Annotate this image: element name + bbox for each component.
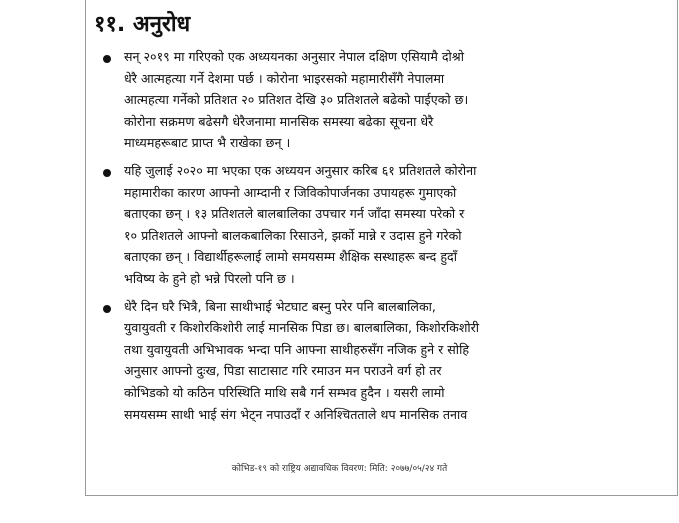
bullet-dot-icon [103,305,111,313]
bullet-line: तथा युवायुवती अभिभावक भन्दा पनि आफ्ना साथीहरुसँग नजिक हुने र सोहि [124,341,470,357]
page-footer: कोभिड-१९ को राष्ट्रिय अद्यावधिक विवरण: मिति: २०७७/०५/२४ गते [231,464,448,474]
bullet-line: समयसम्म साथी भाई संग भेट्न नपाउदाँ र अनिश्चितताले थप मानसिक तनाव [124,406,468,422]
bullet-line: बताएका छन् । १३ प्रतिशतले बालबालिका उपचार गर्न जाँदा समस्या परेको र [124,206,465,222]
bullet-dot-icon [103,169,111,177]
bullet-line: १० प्रतिशतले आफ्नो बालकबालिका रिसाउने, झर्को मान्ने र उदास हुने गरेको [124,227,462,243]
bullet-line: धेरै आत्महत्या गर्ने देशमा पर्छ । कोरोना भाइरसको महामारीसँगै नेपालमा [124,70,445,86]
bullet-line: आत्महत्या गर्नेको प्रतिशत २० प्रतिशत देखि ३० प्रतिशतले बढेको पाईएको छ। [124,92,469,108]
bullet-item [100,160,670,290]
bullet-item [100,46,670,154]
bullet-line: युवायुवती र किशोरकिशोरी लाई मानसिक पिडा छ। बालबालिका, किशोरकिशोरी [124,320,480,336]
bullet-dot-icon [103,55,111,63]
bullet-line: बताएका छन् । विद्यार्थीहरूलाई लामो समयसम्म शैक्षिक सस्थाहरू बन्द हुदाँ [124,249,458,265]
bullet-line: धेरै दिन घरै भित्रै, बिना साथीभाई भेटघाट बस्नु परेर पनि बालबालिका, [124,298,436,314]
bullet-line: माध्यमहरूबाट प्राप्त भै राखेका छन् । [124,135,291,151]
bullet-line: कोभिडको यो कठिन परिस्थिति माथि सबै गर्न सम्भव हुदैन । यसरी लामो [124,384,445,400]
bullet-item [100,296,670,426]
bullet-line: यहि जुलाई २०२० मा भएका एक अध्ययन अनुसार करिब ६१ प्रतिशतले कोरोना [124,162,477,178]
section-heading: ११. अनुरोध [94,12,191,37]
bullet-list [100,46,670,425]
bullet-line: सन् २०१९ मा गरिएको एक अध्ययनका अनुसार नेपाल दक्षिण एसियामै दोश्रो [124,49,464,64]
bullet-line: कोरोना सक्रमण बढेसगै धेरैजनामा मानसिक समस्या बढेका सूचना धेरै [124,113,434,129]
bullet-line: महामारीका कारण आफ्नो आम्दानी र जिविकोपार्जनका उपायहरू गुमाएको [124,184,457,200]
bullet-line: अनुसार आफ्नो दुःख, पिडा साटासाट गरि रमाउन मन पराउने वर्ग हो तर [124,363,442,379]
bullet-line: भविष्य के हुने हो भन्ने पिरलो पनि छ । [124,270,295,286]
